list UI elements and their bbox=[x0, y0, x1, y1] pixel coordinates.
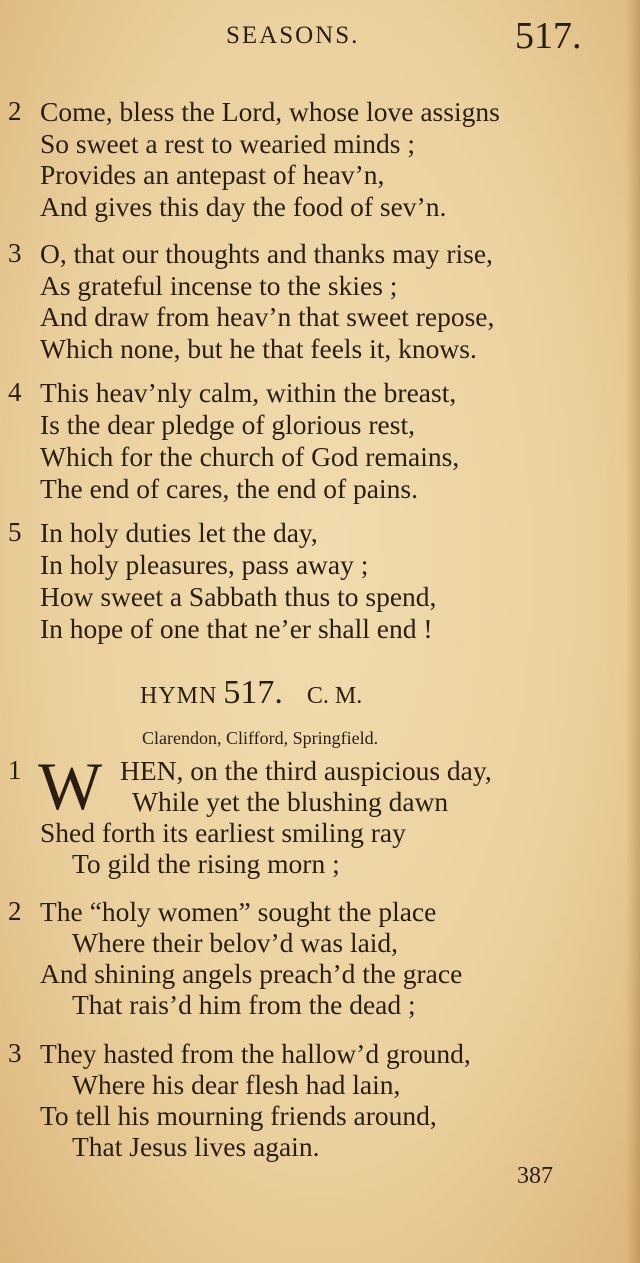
verse-line: The “holy women” sought the place bbox=[40, 896, 437, 927]
verse-line: In holy duties let the day, bbox=[40, 517, 318, 548]
verse-line: And shining angels preach’d the grace bbox=[40, 958, 463, 989]
stanza-number: 5 bbox=[8, 517, 22, 547]
verse-line: Shed forth its earliest smiling ray bbox=[40, 817, 406, 848]
hymn-title-word: HYMN bbox=[140, 683, 218, 709]
verse-line: Is the dear pledge of glorious rest, bbox=[40, 409, 415, 440]
verse-line: The end of cares, the end of pains. bbox=[40, 473, 418, 504]
page-number: 517. bbox=[515, 15, 582, 57]
stanza-number: 4 bbox=[8, 377, 22, 407]
hymn-title bbox=[140, 676, 362, 710]
stanza-number: 2 bbox=[8, 96, 22, 126]
verse-line: While yet the blushing dawn bbox=[132, 786, 449, 817]
verse-line: That rais’d him from the dead ; bbox=[72, 989, 416, 1020]
verse-line: To gild the rising morn ; bbox=[72, 848, 340, 879]
verse-line: This heav’nly calm, within the breast, bbox=[40, 377, 457, 408]
verse-line: In holy pleasures, pass away ; bbox=[40, 549, 369, 580]
page-edge-shadow bbox=[626, 0, 640, 1263]
drop-cap: W bbox=[38, 748, 103, 824]
verse-line: And gives this day the food of sev’n. bbox=[40, 191, 447, 222]
hymn-title-number: 517. bbox=[223, 674, 283, 711]
verse-line: Come, bless the Lord, whose love assigns bbox=[40, 96, 500, 127]
verse-line: And draw from heav’n that sweet repose, bbox=[40, 301, 495, 332]
running-head: SEASONS. bbox=[226, 22, 360, 49]
verse-line: O, that our thoughts and thanks may rise, bbox=[40, 238, 493, 269]
verse-line: Where their belov’d was laid, bbox=[72, 927, 399, 958]
verse-line: So sweet a rest to wearied minds ; bbox=[40, 128, 415, 159]
signature-mark: 387 bbox=[517, 1163, 553, 1189]
stanza-number: 3 bbox=[8, 1038, 22, 1068]
stanza-number: 3 bbox=[8, 238, 22, 268]
stanza-number: 1 bbox=[8, 755, 22, 785]
verse-line: Which for the church of God remains, bbox=[40, 441, 460, 472]
verse-line: How sweet a Sabbath thus to spend, bbox=[40, 581, 437, 612]
stanza-number: 2 bbox=[8, 896, 22, 926]
verse-line: They hasted from the hallow’d ground, bbox=[40, 1038, 471, 1069]
tune-names: Clarendon, Clifford, Springfield. bbox=[142, 728, 379, 748]
verse-line: HEN, on the third auspicious day, bbox=[120, 755, 492, 786]
verse-line: Where his dear flesh had lain, bbox=[72, 1069, 401, 1100]
verse-line: Provides an antepast of heav’n, bbox=[40, 159, 385, 190]
verse-line: As grateful incense to the skies ; bbox=[40, 270, 398, 301]
verse-line: To tell his mourning friends around, bbox=[40, 1100, 437, 1131]
verse-line: In hope of one that ne’er shall end ! bbox=[40, 613, 433, 644]
verse-line: Which none, but he that feels it, knows. bbox=[40, 333, 477, 364]
verse-line: That Jesus lives again. bbox=[72, 1131, 320, 1162]
hymn-meter: C. M. bbox=[306, 683, 363, 709]
